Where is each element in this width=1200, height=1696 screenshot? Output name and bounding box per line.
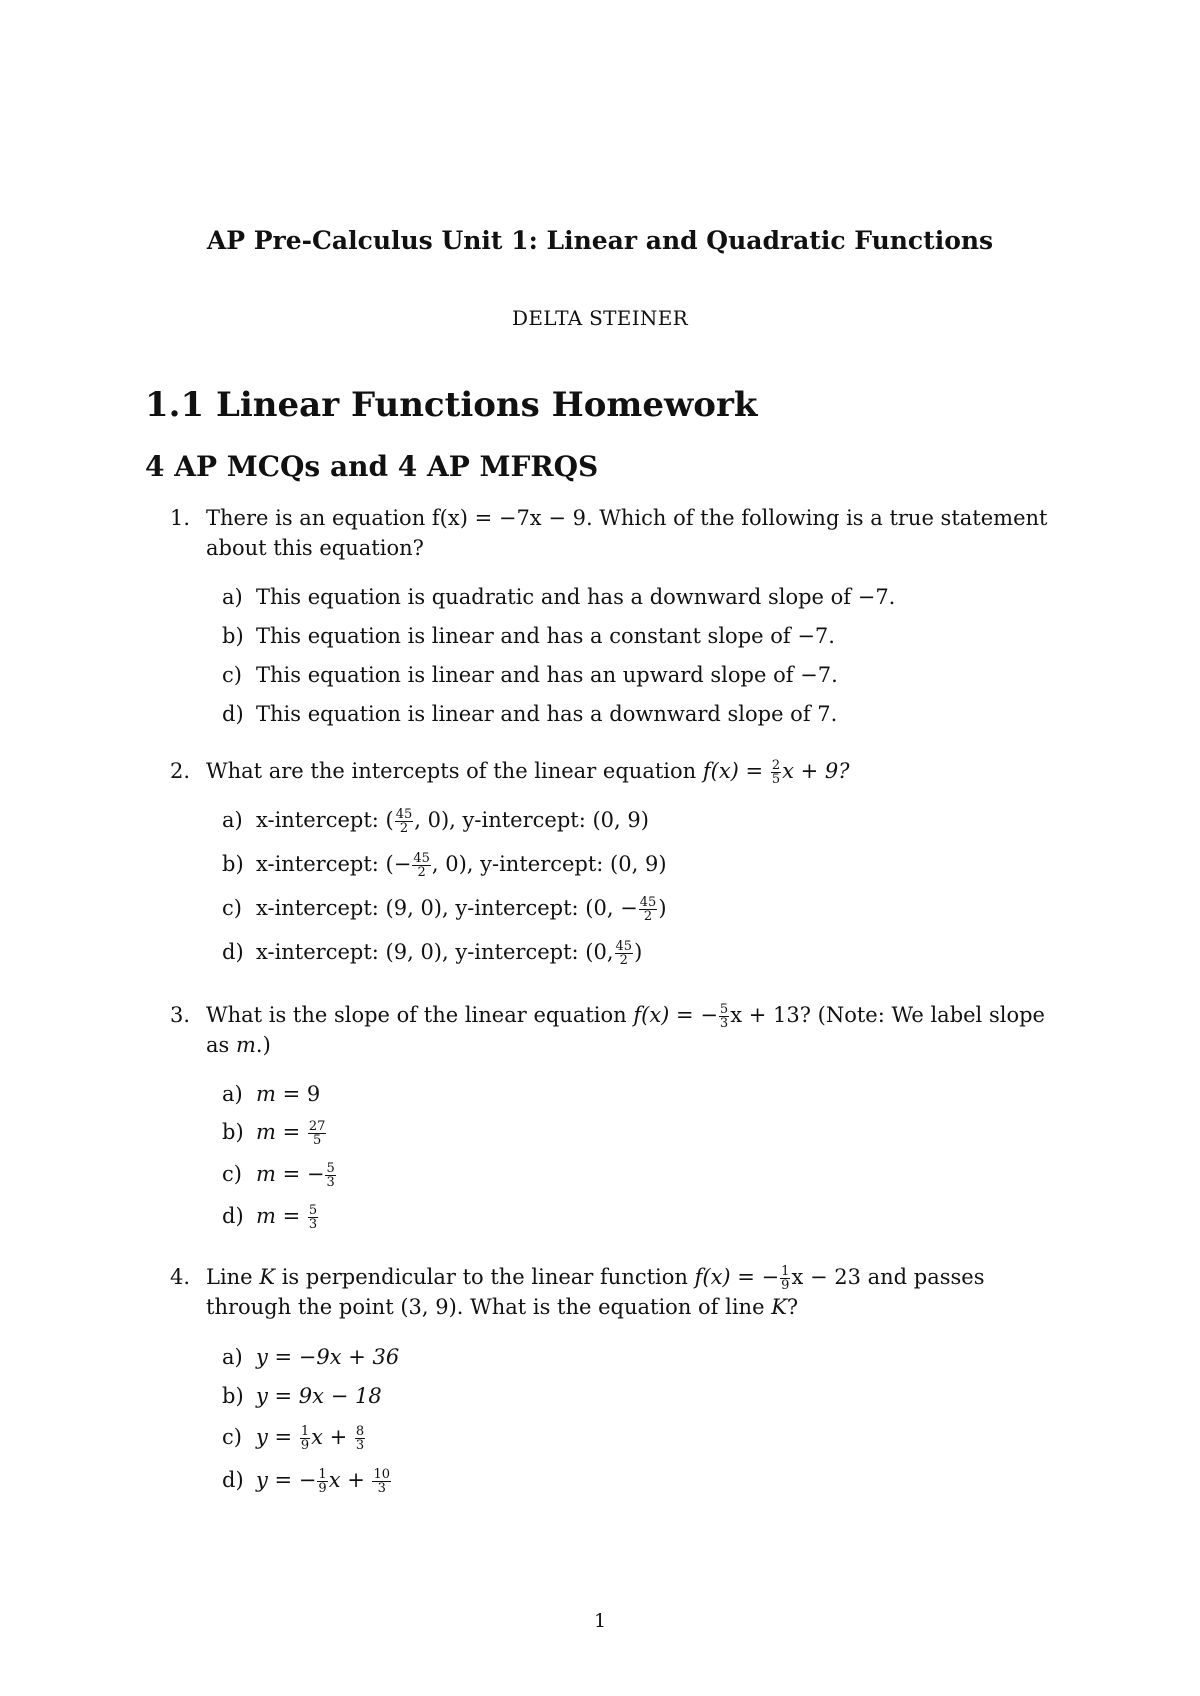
fraction-denominator: 9 <box>300 1438 310 1453</box>
choice-text-mid: x + <box>328 1468 372 1492</box>
fraction-numerator: 1 <box>781 1264 790 1279</box>
fraction <box>395 808 414 835</box>
choice-text-pre: y = − <box>256 1468 317 1492</box>
choice-d <box>222 1468 392 1495</box>
question-4 <box>170 1262 1070 1322</box>
fraction-denominator: 3 <box>326 1175 335 1190</box>
question-text: What are the intercepts of the linear equation <box>206 759 697 783</box>
equation-lhs: f(x) = − <box>633 1003 718 1027</box>
question-text-line2-suffix: ? <box>786 1295 799 1319</box>
choice-lhs: m <box>256 1162 276 1186</box>
choice-a <box>222 1082 320 1106</box>
fraction-denominator: 3 <box>719 1016 729 1031</box>
fraction <box>639 896 658 923</box>
question-1 <box>170 503 1070 563</box>
fraction-denominator: 2 <box>399 821 409 836</box>
choice-label: d) <box>222 1468 244 1492</box>
choice-b <box>222 1384 382 1408</box>
fraction <box>412 852 431 879</box>
fraction-numerator: 45 <box>395 807 413 822</box>
fraction-denominator: 9 <box>781 1278 790 1293</box>
choice-c <box>222 663 838 687</box>
question-number: 2. <box>170 759 191 783</box>
choice-label: c) <box>222 896 242 920</box>
choice-text-suffix: , 0), y-intercept: (0, 9) <box>414 808 649 832</box>
question-text: Line <box>206 1265 253 1289</box>
fraction <box>771 759 781 786</box>
question-number: 3. <box>170 1003 191 1027</box>
choice-c <box>222 896 667 923</box>
fraction-numerator: 8 <box>355 1424 365 1439</box>
fraction-denominator: 2 <box>643 909 653 924</box>
fraction-numerator: 10 <box>373 1467 391 1482</box>
choice-text: This equation is linear and has a downward slope of 7. <box>256 702 838 726</box>
choice-text: This equation is quadratic and has a downward slope of −7. <box>256 585 896 609</box>
equation-rhs: x − 23 and passes <box>791 1265 985 1289</box>
subsection-heading: 4 AP MCQs and 4 AP MFRQS <box>145 450 599 483</box>
choice-b <box>222 852 667 879</box>
fraction <box>317 1468 327 1495</box>
section-heading: 1.1 Linear Functions Homework <box>145 385 758 425</box>
fraction-numerator: 27 <box>308 1119 326 1134</box>
fraction-denominator: 5 <box>771 772 781 787</box>
question-text-line2: as <box>206 1033 230 1057</box>
choice-a <box>222 1345 399 1369</box>
choice-a <box>222 585 895 609</box>
doc-title: AP Pre-Calculus Unit 1: Linear and Quadratic Functions <box>206 226 994 255</box>
fraction <box>780 1265 790 1292</box>
fraction-numerator: 45 <box>639 895 657 910</box>
fraction-numerator: 5 <box>308 1203 318 1218</box>
line-var: K <box>771 1295 787 1319</box>
choice-c <box>222 1162 337 1189</box>
fraction-numerator: 1 <box>318 1467 327 1482</box>
choice-label: c) <box>222 1425 242 1449</box>
choice-text-suffix: ) <box>658 896 667 920</box>
question-2 <box>170 756 1070 786</box>
fraction <box>372 1468 391 1495</box>
fraction-denominator: 3 <box>355 1438 365 1453</box>
equation-rhs: x + 9? <box>782 759 850 783</box>
choice-label: a) <box>222 1345 243 1369</box>
question-text-line2: through the point (3, 9). What is the equation of line <box>206 1295 765 1319</box>
choice-rel: = <box>275 1120 307 1144</box>
question-3 <box>170 1000 1070 1060</box>
fraction <box>355 1425 365 1452</box>
choice-rel: = − <box>275 1162 325 1186</box>
fraction-denominator: 2 <box>417 865 426 880</box>
choice-label: c) <box>222 1162 242 1186</box>
choice-label: a) <box>222 1082 243 1106</box>
choice-label: b) <box>222 1120 244 1144</box>
equation-lhs: f(x) = − <box>694 1265 780 1289</box>
choice-d <box>222 702 837 726</box>
doc-author: DELTA STEINER <box>512 306 688 330</box>
choice-lhs: m <box>256 1082 276 1106</box>
fraction-numerator: 5 <box>719 1002 729 1017</box>
question-text: There is an equation f(x) = −7x − 9. Which of the following is a true statement about this equation? <box>206 506 1048 560</box>
fraction <box>300 1425 310 1452</box>
fraction-denominator: 3 <box>308 1217 318 1232</box>
choice-b <box>222 624 835 648</box>
choice-rel: = <box>275 1204 307 1228</box>
choice-text-prefix: x-intercept: (9, 0), y-intercept: (0, <box>256 940 614 964</box>
choice-c <box>222 1425 366 1452</box>
choice-label: b) <box>222 624 244 648</box>
fraction-denominator: 9 <box>318 1481 327 1496</box>
fraction-denominator: 5 <box>313 1133 322 1148</box>
choice-text: This equation is linear and has a constant slope of −7. <box>256 624 835 648</box>
choice-text-prefix: x-intercept: (− <box>256 852 412 876</box>
choice-label: c) <box>222 663 242 687</box>
choice-label: b) <box>222 1384 244 1408</box>
choice-rel: = 9 <box>275 1082 321 1106</box>
choice-text-prefix: x-intercept: ( <box>256 808 394 832</box>
choice-label: a) <box>222 585 243 609</box>
choice-a <box>222 808 649 835</box>
question-number: 4. <box>170 1265 191 1289</box>
fraction-numerator: 1 <box>300 1424 310 1439</box>
choice-label: b) <box>222 852 244 876</box>
question-text-line2-suffix: .) <box>255 1033 271 1057</box>
choice-text-mid: x + <box>311 1425 354 1449</box>
question-number: 1. <box>170 506 191 530</box>
choice-d <box>222 1204 319 1231</box>
choice-text-prefix: x-intercept: (9, 0), y-intercept: (0, − <box>256 896 638 920</box>
choice-d <box>222 940 642 967</box>
choice-text: This equation is linear and has an upward slope of −7. <box>256 663 838 687</box>
choice-lhs: m <box>256 1204 276 1228</box>
choice-text: y = 9x − 18 <box>256 1384 382 1408</box>
fraction <box>719 1003 729 1030</box>
slope-var: m <box>235 1033 256 1057</box>
choice-label: a) <box>222 808 243 832</box>
choice-lhs: m <box>256 1120 276 1144</box>
fraction-numerator: 2 <box>771 758 781 773</box>
choice-label: d) <box>222 940 244 964</box>
choice-label: d) <box>222 702 244 726</box>
fraction <box>308 1120 327 1147</box>
choice-text-suffix: ) <box>634 940 643 964</box>
fraction <box>325 1162 335 1189</box>
fraction-numerator: 5 <box>326 1161 335 1176</box>
fraction-denominator: 3 <box>377 1481 386 1496</box>
equation-rhs: x + 13? (Note: We label slope <box>730 1003 1045 1027</box>
fraction-numerator: 45 <box>615 939 633 954</box>
fraction <box>615 940 634 967</box>
choice-label: d) <box>222 1204 244 1228</box>
fraction-numerator: 45 <box>413 851 430 866</box>
question-text-mid: is perpendicular to the linear function <box>281 1265 688 1289</box>
page-number: 1 <box>593 1610 607 1632</box>
fraction-denominator: 2 <box>619 953 628 968</box>
choice-text: y = −9x + 36 <box>256 1345 400 1369</box>
fraction <box>308 1204 318 1231</box>
equation-lhs: f(x) = <box>702 759 764 783</box>
choice-text-suffix: , 0), y-intercept: (0, 9) <box>431 852 667 876</box>
choice-text-pre: y = <box>256 1425 299 1449</box>
question-text: What is the slope of the linear equation <box>206 1003 627 1027</box>
choice-b <box>222 1120 327 1147</box>
line-var: K <box>259 1265 276 1289</box>
